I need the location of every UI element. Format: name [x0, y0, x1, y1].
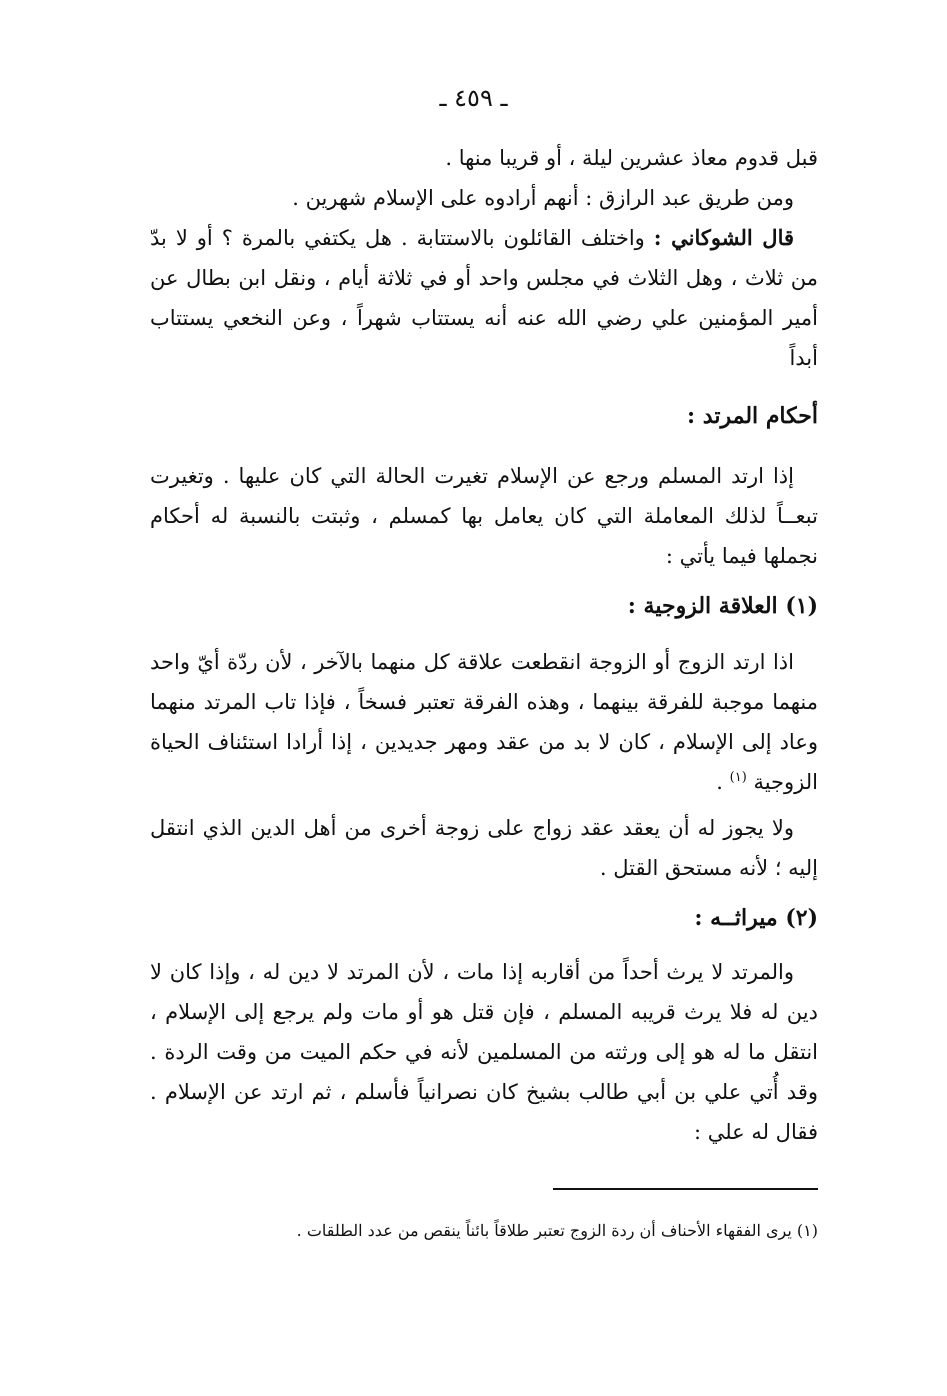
footnote: (١) يرى الفقهاء الأحناف أن ردة الزوج تعتبر طلاقاً بائناً ينقص من عدد الطلقات . — [296, 1221, 818, 1240]
paragraph-4: إذا ارتد المسلم ورجع عن الإسلام تغيرت الحالة التي كان عليها . وتغيرت تبعــاً لذلك المعاملة التي كان يعامل بها كمسلم ، وثبتت بالنسبة له أحكام نجملها فيما يأتي : — [150, 464, 818, 568]
paragraph-5-text: اذا ارتد الزوج أو الزوجة انقطعت علاقة كل منهما بالآخر ، لأن ردّة أيّ واحد منهما موجبة للفرقة بينهما ، وهذه الفرقة تعتبر فسخاً ، فإذا تاب المرتد منهما وعاد إلى الإسلام ، كان لا بد من عقد ومهر جديدين ، إذا أرادا استئناف الحياة الزوجية — [150, 650, 818, 794]
footnote-divider — [553, 1188, 818, 1190]
paragraph-2: ومن طريق عبد الرازق : أنهم أرادوه على الإسلام شهرين . — [292, 186, 794, 210]
heading-marital-relation: (١) العلاقة الزوجية : — [627, 593, 818, 619]
paragraph-3 — [150, 218, 818, 378]
paragraph-5 — [150, 642, 818, 802]
paragraph-1: قبل قدوم معاذ عشرين ليلة ، أو قريبا منها . — [445, 146, 818, 170]
footnote-reference: (١) — [729, 770, 747, 785]
heading-apostate-rulings: أحكام المرتد : — [687, 403, 818, 429]
paragraph-6: ولا يجوز له أن يعقد عقد زواج على زوجة أخرى من أهل الدين الذي انتقل إليه ؛ لأنه مستحق القتل . — [150, 816, 818, 880]
page-number: ـ ٤٥٩ ـ — [439, 84, 508, 112]
shawkani-quote-text: واختلف القائلون بالاستتابة . هل يكتفي بالمرة ؟ أو لا بدّ من ثلاث ، وهل الثلاث في مجلس واحد أو في ثلاثة أيام ، ونقل ابن بطال عن أمير المؤمنين علي رضي الله عنه أنه يستتاب شهراً ، وعن النخعي يستتاب أبداً — [150, 226, 818, 370]
paragraph-5-end: . — [716, 770, 730, 794]
shawkani-quote-lead: قال الشوكاني : — [653, 225, 794, 250]
paragraph-7: والمرتد لا يرث أحداً من أقاربه إذا مات ، لأن المرتد لا دين له ، وإذا كان لا دين له فلا يرث قريبه المسلم ، فإن قتل هو أو مات ولم يرجع إلى الإسلام ، انتقل ما له هو إلى ورثته من المسلمين لأنه في حكم الميت من وقت الردة . وقد أُتي علي بن أبي طالب بشيخ كان نصرانياً فأسلم ، ثم ارتد عن الإسلام . فقال له علي : — [150, 960, 818, 1144]
heading-inheritance: (٢) ميراثــه : — [694, 905, 818, 931]
page-body — [150, 138, 818, 1152]
